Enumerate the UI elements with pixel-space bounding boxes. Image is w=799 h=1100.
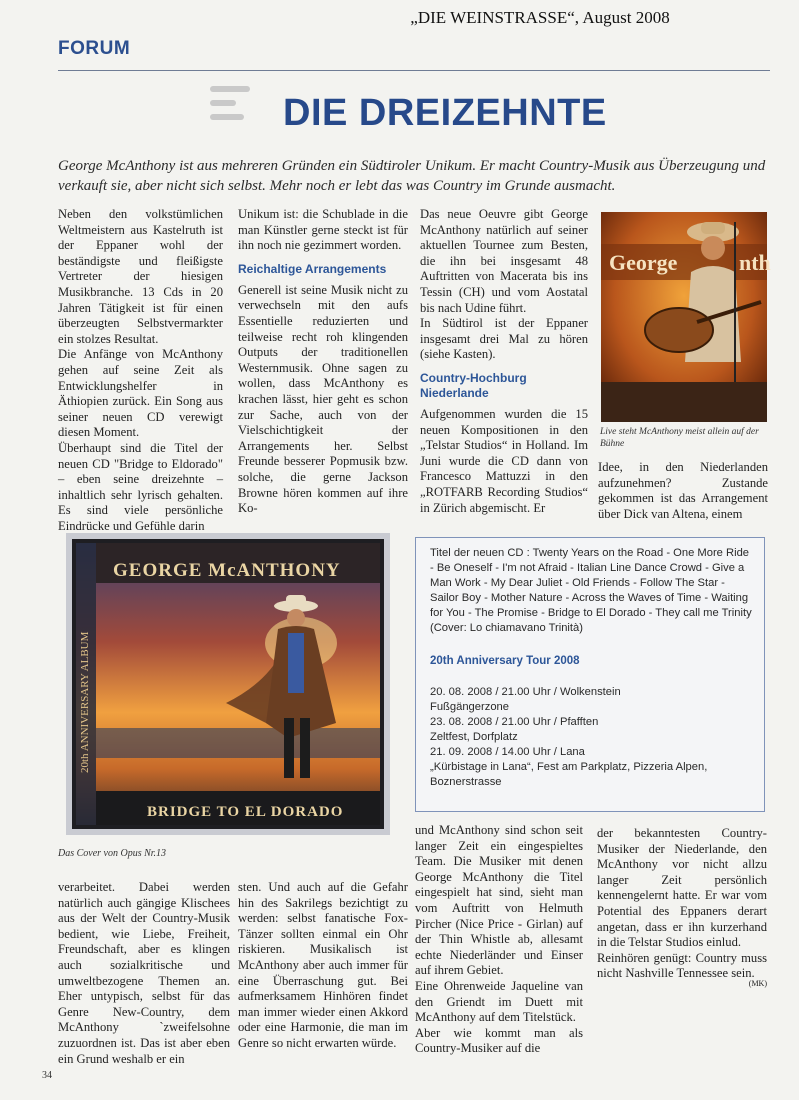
page-number: 34 bbox=[42, 1070, 52, 1081]
banner-text-end: nth bbox=[739, 250, 771, 275]
paragraph: Das neue Oeuvre gibt George McAnthony natürlich auf seiner aktuellen Tournee zum Besten, die ihn bei insgesamt 48 Auftritten von Macerata bis ins Tessin (CH) und vom Aostatal bis nach Udine führt. bbox=[420, 207, 588, 315]
tour-venue: Fußgängerzone bbox=[430, 701, 509, 713]
paragraph: und McAnthony sind schon seit langer Zeit ein eingespieltes Team. Die Musiker mit denen George McAnthony die Titel eingespielt hat sind, sieht man vom Auftritt von Helmuth Pircher (Nice Price - Girlan) auf der Thin Whistle ab, allesamt echte Niederländer und Einser auf ihrem Gebiet. bbox=[415, 823, 583, 978]
tour-date: 21. 09. 2008 / 14.00 Uhr / Lana bbox=[430, 746, 585, 758]
cover-spine-text: 20th ANNIVERSARY ALBUM bbox=[79, 631, 91, 773]
tour-date: 23. 08. 2008 / 21.00 Uhr / Pfafften bbox=[430, 716, 599, 728]
paragraph: Neben den volkstümlichen Weltmeistern aus Kastelruth ist der Eppaner wohl der beständigste und fleißigste Vertreter der hiesigen Musikbranche. 13 Cds in 20 Jahren Tätigkeit ist für einen überzeugten Selbstvermarkter ein stolzes Resultat. bbox=[58, 207, 223, 346]
subheading: Country-Hochburg Niederlande bbox=[420, 370, 527, 400]
section-label: FORUM bbox=[58, 38, 131, 59]
paragraph: Eine Ohrenweide Jaqueline van den Griendt im Duett mit McAnthony auf dem Titelstück. bbox=[415, 978, 583, 1025]
column-2 bbox=[238, 207, 408, 517]
paragraph: Aber wie kommt man als Country-Musiker auf die bbox=[415, 1025, 583, 1056]
paragraph: In Südtirol ist der Eppaner insgesamt drei Mal zu hören (siehe Kasten). bbox=[420, 316, 588, 362]
cover-artist: GEORGE McANTHONY bbox=[113, 560, 341, 581]
column-5: verarbeitet. Dabei werden natürlich auch gängige Klischees aus der Welt der Country-Musik bedient, wie Liebe, Freiheit, Freundschaft, aber es klingen auch sozialkritische und umweltbezogene Themen an. Eher untypisch, selbst für das Genre New-Country, dem McAnthony `zweifelsohne zuzuordnen ist. Das ist aber eben ein Grund weshalb er ein bbox=[58, 880, 230, 1066]
paragraph: Die Anfänge von McAnthony gehen auf seine Zeit als Entwicklungshelfer in Äthiopien zurück. Ein Song aus seiner neuen CD verewigt diesen Moment. bbox=[58, 347, 223, 440]
source-line: „DIE WEINSTRASSE“, August 2008 bbox=[410, 8, 670, 27]
article-title: DIE DREIZEHNTE bbox=[283, 92, 607, 134]
bleed-through-marks bbox=[210, 86, 270, 126]
cover-caption: Das Cover von Opus Nr.13 bbox=[58, 848, 167, 859]
subheading: Reichaltige Arrangements bbox=[238, 261, 387, 276]
cover-album: BRIDGE TO EL DORADO bbox=[147, 804, 344, 820]
photo-caption: Live steht McAnthony meist allein auf der Bühne bbox=[600, 427, 759, 449]
tour-venue: „Kürbistage in Lana“, Fest am Parkplatz, Pizzeria Alpen, Boznerstrasse bbox=[430, 761, 708, 788]
paragraph: Unikum ist: die Schublade in die man Künstler gerne steckt ist für ihn noch nie gezimmert worden. bbox=[238, 207, 408, 253]
paragraph: Reinhören genügt: Country muss nicht Nashville Tennessee sein. bbox=[597, 950, 767, 981]
banner-text: George bbox=[609, 250, 678, 275]
paragraph: Aufgenommen wurden die 15 neuen Kompositionen in den „Telstar Studios“ in Holland. Im Juni wurde die CD dann von Francesco Mattuzzi in den „ROTFARB Recording Studios“ in Zürich abgemischt. Er bbox=[420, 406, 588, 515]
paragraph: Überhaupt sind die Titel der neuen CD "Bridge to Eldorado" – eben seine dreizehnte – inhaltlich sehr lyrisch gehalten. Es sind viele persönliche Eindrücke und Gefühle darin bbox=[58, 440, 223, 533]
column-6: sten. Und auch auf die Gefahr hin des Sakrilegs bezichtigt zu werden: selbst fanatische Fox-Tänzer sollten einmal ein Ohr riskieren. Musikalisch ist McAnthony aber auch immer für eine Überraschung gut. Bei aufmerksamem Hinhören findet man immer wieder einen Akkord oder eine Harmonie, die man im Genre so nicht erwarten würde. bbox=[238, 880, 408, 1050]
column-7 bbox=[415, 823, 583, 1057]
info-box bbox=[415, 537, 765, 812]
paragraph: der bekanntesten Country-Musiker der Niederlande, den McAnthony vor nicht allzu langer Zeit persönlich kennengelernt hatte. Er war vom Potential des Eppaners derart angetan, dass er ihn kurzerhand in die Telstar Studios einlud. bbox=[597, 826, 767, 950]
performer-image bbox=[601, 212, 771, 422]
column-3 bbox=[420, 207, 588, 516]
author-signature: (MK) bbox=[748, 978, 767, 988]
article-lead: George McAnthony ist aus mehreren Gründen ein Südtiroler Unikum. Er macht Country-Musik aus Überzeugung und verkauft sie, aber nicht sich selbst. Mehr noch er lebt das was Country im Grunde ausmacht. bbox=[58, 158, 766, 194]
paragraph: Generell ist seine Musik nicht zu verwechseln mit den aufs Essentielle reduzierten und teilweise recht roh klingenden Outputs der traditionellen Westernmusik. Ohne sagen zu wollen, dass McAnthony es krachen lässt, hier geht es schon zur Sache, auch von der Vielschichtigkeit der Arrangements her. Selbst Freunde besserer Popmusik bzw. solche, die gerne Jackson Browne hören kommen auf ihre Ko- bbox=[238, 282, 408, 516]
column-8 bbox=[597, 826, 767, 992]
tour-title: 20th Anniversary Tour 2008 bbox=[430, 655, 580, 667]
tour-date: 20. 08. 2008 / 21.00 Uhr / Wolkenstein bbox=[430, 686, 621, 698]
tracklist: Titel der neuen CD : Twenty Years on the Road - One More Ride - Be Oneself - I'm not Afraid - Italian Line Dance Crowd - Give a Man Work - My Dear Juliet - Old Friends - Follow The Star - Sailor Boy - Mother Nature - Across the Waves of Time - Waiting for You - The Promise - Bridge to El Dorado - They call me Trinity (Cover: Lo chiamavano Trinità) bbox=[430, 547, 752, 634]
concert-photo bbox=[601, 212, 771, 422]
header-rule bbox=[58, 70, 770, 71]
column-1 bbox=[58, 207, 223, 534]
cd-cover-art bbox=[66, 533, 390, 835]
column-4: Idee, in den Niederlanden aufzunehmen? Zustande gekommen ist das Arrangement über Dick van Altena, einem bbox=[598, 460, 768, 521]
tour-venue: Zeltfest, Dorfplatz bbox=[430, 731, 518, 743]
guitar-icon bbox=[645, 308, 713, 352]
cd-cover bbox=[66, 533, 390, 835]
